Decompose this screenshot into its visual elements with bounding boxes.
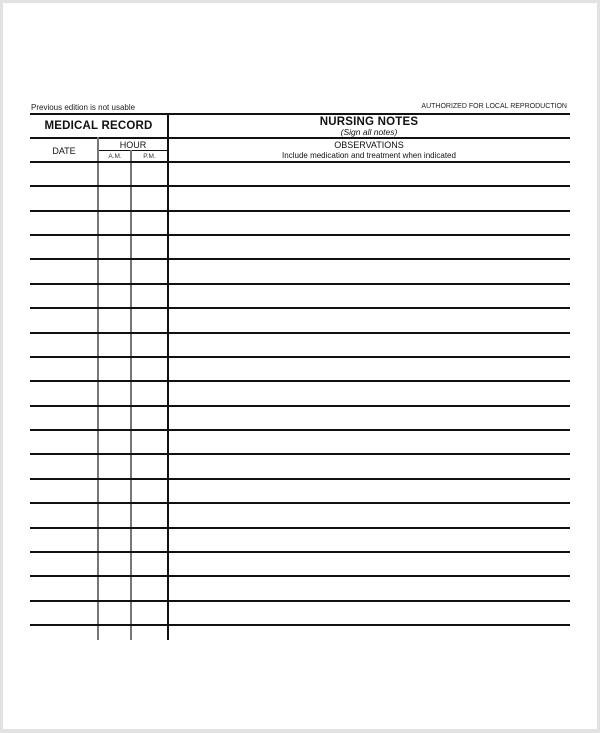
- entry-row-line: [30, 405, 570, 407]
- observations-column-header: OBSERVATIONS: [334, 140, 404, 150]
- entry-row-line: [30, 234, 570, 236]
- entry-row-line: [30, 307, 570, 309]
- am-column-header: A.M.: [108, 153, 122, 160]
- entry-row-line: [30, 478, 570, 480]
- entry-row-line: [30, 575, 570, 577]
- sign-all-notes-subtitle: (Sign all notes): [340, 127, 398, 137]
- entry-row-line: [30, 380, 570, 382]
- entry-row-line: [30, 332, 570, 334]
- entry-row-line: [30, 429, 570, 431]
- entry-row-line: [30, 624, 570, 626]
- entry-row-line: [30, 527, 570, 529]
- entry-row-line: [30, 356, 570, 358]
- entry-row-line: [30, 551, 570, 553]
- date-column-divider: [97, 137, 99, 640]
- entry-row-line: [30, 453, 570, 455]
- am-pm-column-divider: [130, 150, 132, 640]
- authorized-reproduction-note: AUTHORIZED FOR LOCAL REPRODUCTION: [421, 103, 567, 110]
- title-separator: [30, 137, 570, 139]
- pm-column-header: P.M.: [143, 153, 156, 160]
- entry-row-line: [30, 161, 570, 163]
- medical-record-title: MEDICAL RECORD: [44, 120, 153, 132]
- observations-column-divider: [167, 113, 169, 640]
- hour-column-header: HOUR: [119, 140, 147, 150]
- date-column-header: DATE: [52, 146, 76, 156]
- hour-separator: [98, 150, 168, 151]
- entry-row-line: [30, 502, 570, 504]
- table-top-border: [30, 113, 570, 115]
- entry-row-line: [30, 258, 570, 260]
- entry-row-line: [30, 283, 570, 285]
- previous-edition-note: Previous edition is not usable: [31, 103, 136, 112]
- entry-row-line: [30, 185, 570, 187]
- nursing-notes-title: NURSING NOTES: [319, 116, 419, 128]
- entry-row-line: [30, 210, 570, 212]
- observations-note: Include medication and treatment when indicated: [282, 151, 456, 160]
- entry-row-line: [30, 600, 570, 602]
